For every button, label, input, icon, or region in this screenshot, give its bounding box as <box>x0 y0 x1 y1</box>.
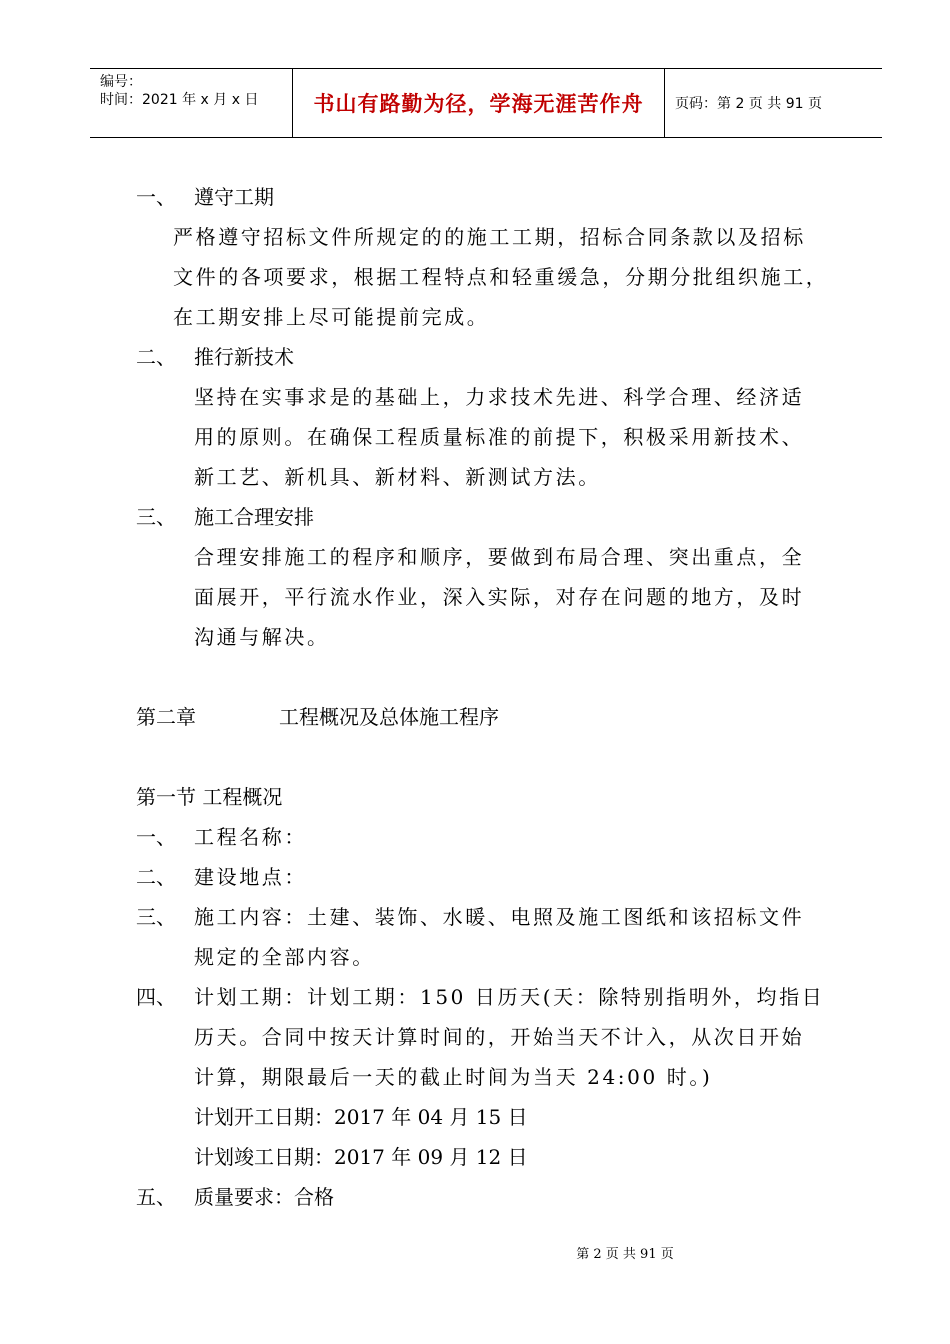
item-line: 历天。合同中按天计算时间的，开始当天不计入，从次日开始 <box>194 1025 805 1049</box>
section-title: 遵守工期 <box>194 185 274 209</box>
item-line: 计划开工日期：2017 年 04 月 15 日 <box>194 1105 528 1129</box>
item-number: 四、 <box>136 985 176 1009</box>
item-line: 建设地点： <box>194 865 307 889</box>
item-line: 计划竣工日期：2017 年 09 月 12 日 <box>194 1145 528 1169</box>
section-number: 二、 <box>136 345 176 369</box>
paragraph-line: 用的原则。在确保工程质量标准的前提下，积极采用新技术、 <box>194 425 805 449</box>
section-title: 施工合理安排 <box>194 505 314 529</box>
item-number: 三、 <box>136 905 176 929</box>
header-divider <box>664 69 665 137</box>
paragraph-line: 沟通与解决。 <box>194 625 330 649</box>
paragraph-line: 文件的各项要求，根据工程特点和轻重缓急，分期分批组织施工， <box>173 265 829 289</box>
section-number: 一、 <box>136 185 176 209</box>
item-number: 一、 <box>136 825 176 849</box>
page-footer: 第 2 页 共 91 页 <box>576 1247 674 1262</box>
item-line: 工程名称： <box>194 825 307 849</box>
section-number: 三、 <box>136 505 176 529</box>
code-label: 编号： <box>100 74 142 90</box>
section-heading: 第一节 工程概况 <box>136 785 283 809</box>
header-page-info: 页码：第 2 页 共 91 页 <box>675 96 822 112</box>
paragraph-line: 严格遵守招标文件所规定的的施工工期，招标合同条款以及招标 <box>173 225 806 249</box>
chapter-title: 工程概况及总体施工程序 <box>279 705 499 729</box>
paragraph-line: 合理安排施工的程序和顺序，要做到布局合理、突出重点，全 <box>194 545 805 569</box>
paragraph-line: 在工期安排上尽可能提前完成。 <box>173 305 490 329</box>
item-number: 五、 <box>136 1185 176 1209</box>
item-line: 质量要求：合格 <box>194 1185 334 1209</box>
paragraph-line: 坚持在实事求是的基础上，力求技术先进、科学合理、经济适 <box>194 385 805 409</box>
item-line: 计算，期限最后一天的截止时间为当天 24:00 时。) <box>194 1065 713 1089</box>
chapter-label: 第二章 <box>136 705 196 729</box>
item-number: 二、 <box>136 865 176 889</box>
item-line: 计划工期：计划工期：150 日历天(天：除特别指明外，均指日 <box>194 985 825 1009</box>
item-line: 规定的全部内容。 <box>194 945 375 969</box>
page-header <box>90 68 882 138</box>
time-label: 时间：2021 年 x 月 x 日 <box>100 92 259 108</box>
section-title: 推行新技术 <box>194 345 294 369</box>
header-motto: 书山有路勤为径，学海无涯苦作舟 <box>313 92 644 116</box>
paragraph-line: 新工艺、新机具、新材料、新测试方法。 <box>194 465 601 489</box>
item-line: 施工内容：土建、装饰、水暖、电照及施工图纸和该招标文件 <box>194 905 805 929</box>
header-meta <box>100 73 290 109</box>
paragraph-line: 面展开，平行流水作业，深入实际，对存在问题的地方，及时 <box>194 585 805 609</box>
